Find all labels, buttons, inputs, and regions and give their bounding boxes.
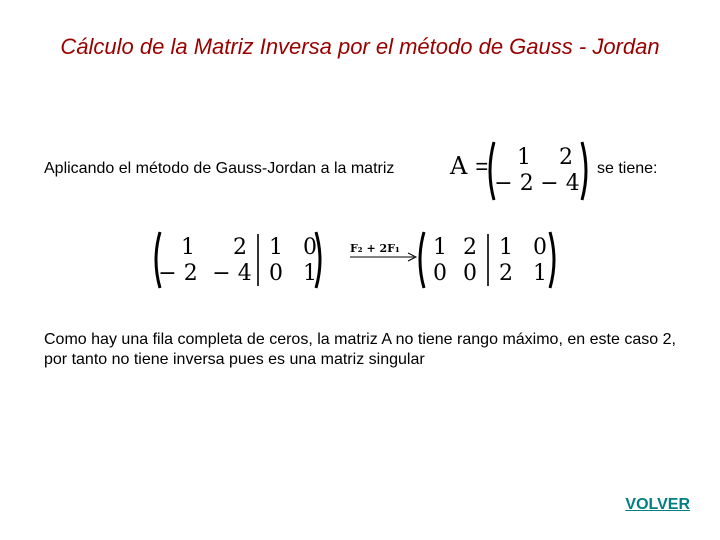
augmented-after-cell: 0 (433, 261, 447, 286)
equals-sign: = (475, 154, 491, 179)
page-title: Cálculo de la Matriz Inversa por el método de Gauss - Jordan (60, 34, 660, 59)
row-operation-arrow (346, 238, 420, 266)
augmented-matrix-after (412, 226, 564, 292)
augmented-before-cell: − 4 (212, 261, 252, 286)
intro-text: Aplicando el método de Gauss-Jordan a la matriz (44, 160, 395, 177)
augmented-after-cell: 2 (463, 235, 477, 260)
augmented-after-cell: 2 (499, 261, 513, 286)
matrix-a-cell: − 4 (540, 171, 580, 196)
row-operation-label: F₂ + 2F₁ (350, 242, 400, 255)
right-bracket (582, 142, 586, 200)
augmented-after-cell: 1 (499, 235, 513, 260)
augmented-after-cell: 1 (533, 261, 547, 286)
augmented-before-cell: 2 (233, 235, 247, 260)
augmented-before-cell: 1 (303, 261, 317, 286)
right-bracket (550, 232, 554, 288)
matrix-a-cell: 2 (559, 145, 573, 170)
augmented-before-cell: 0 (303, 235, 317, 260)
augmented-before-cell: 1 (181, 235, 195, 260)
augmented-before-cell: − 2 (158, 261, 198, 286)
augmented-matrix-before (148, 226, 328, 292)
matrix-a-cell: 1 (517, 145, 531, 170)
matrix-a (484, 138, 592, 204)
augmented-after-cell: 1 (433, 235, 447, 260)
matrix-a-cell: − 2 (494, 171, 534, 196)
augmented-before-cell: 1 (269, 235, 283, 260)
matrix-name: A (450, 152, 470, 180)
augmented-after-cell: 0 (463, 261, 477, 286)
augmented-after-cell: 0 (533, 235, 547, 260)
intro-tail: se tiene: (597, 160, 658, 177)
conclusion-text: Como hay una fila completa de ceros, la matriz A no tiene rango máximo, en este caso 2, por tanto no tiene inversa pues es una matriz singular (44, 331, 676, 368)
back-link[interactable]: VOLVER (625, 496, 690, 513)
right-bracket (316, 232, 320, 288)
left-bracket (420, 232, 424, 288)
augmented-before-cell: 0 (269, 261, 283, 286)
